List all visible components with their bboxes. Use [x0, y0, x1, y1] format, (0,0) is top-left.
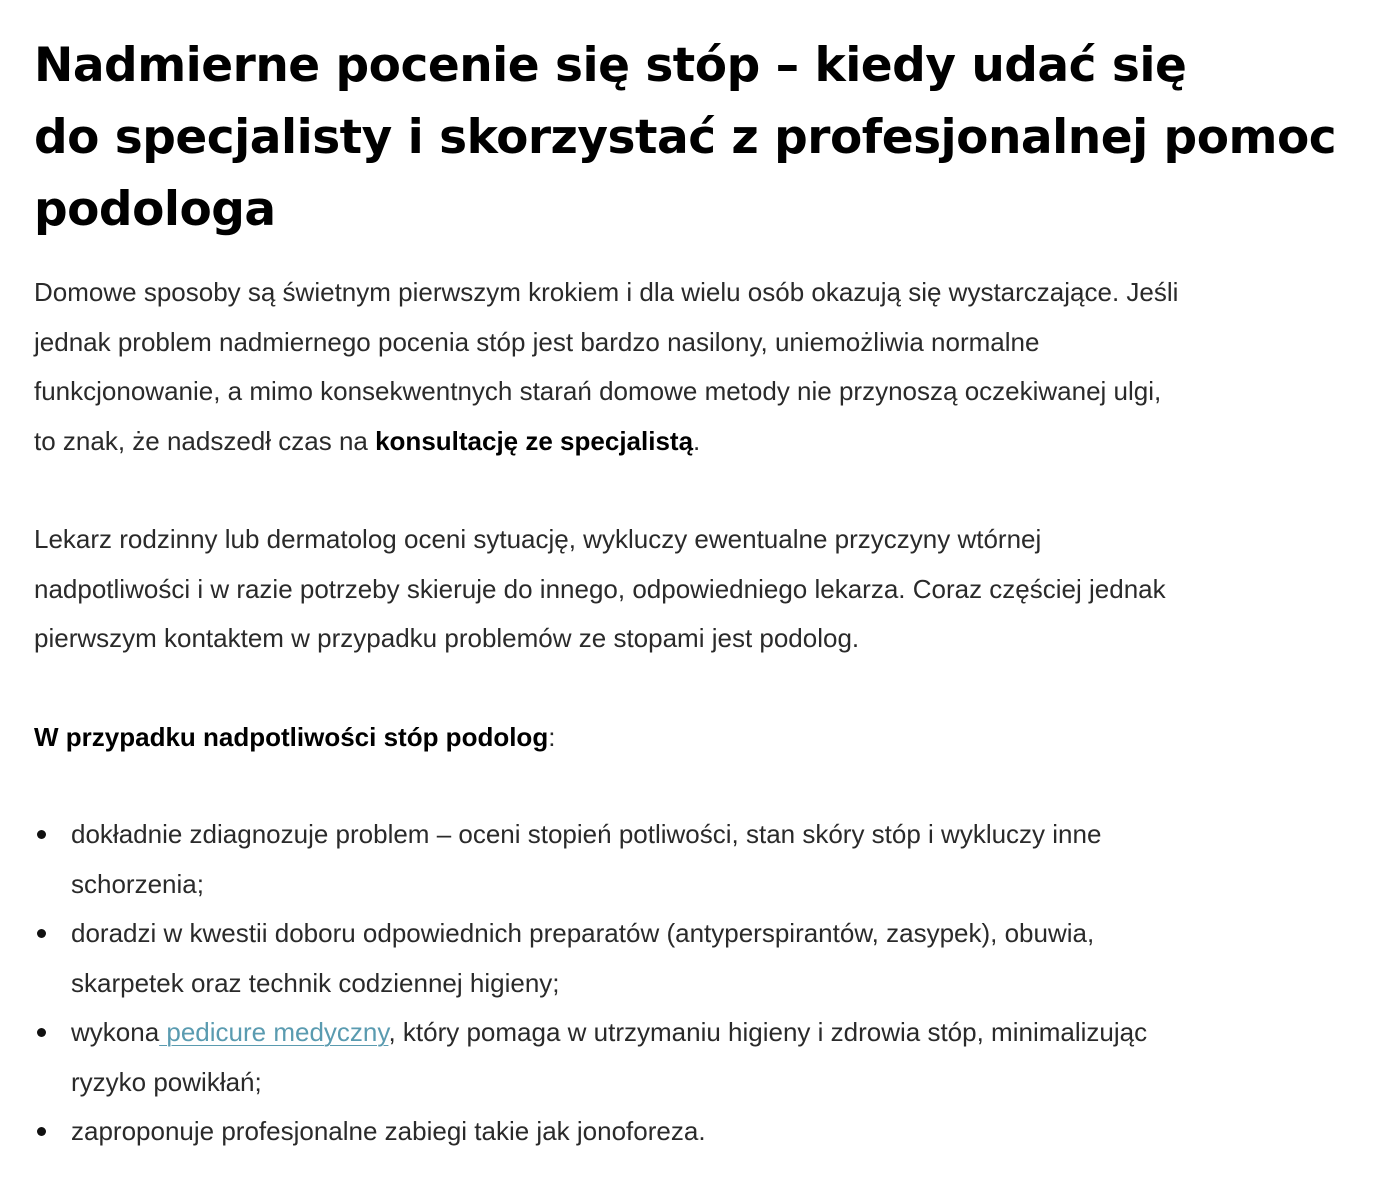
list-item-suffix: , który pomaga w utrzymaniu higieny i zdrowia stóp, minimalizując — [388, 1017, 1148, 1047]
paragraph-line: funkcjonowanie, a mimo konsekwentnych starań domowe metody nie przynoszą oczekiwanej ulgi, — [34, 376, 1162, 406]
title-line-2: do specjalisty i skorzystać z profesjonalnej pomoc — [34, 110, 1337, 165]
podologist-services-list — [34, 810, 1374, 1157]
list-item — [34, 1008, 1374, 1107]
paragraph-line: nadpotliwości i w razie potrzeby skieruje do innego, odpowiedniego lekarza. Coraz częściej jednak — [34, 573, 1166, 604]
emphasis-consultation: konsultację ze specjalistą — [375, 425, 694, 456]
title-line-3: podologa — [34, 182, 276, 237]
paragraph-text: to znak, że nadszedł czas na — [34, 425, 376, 456]
list-item-text: ryzyko powikłań; — [71, 1066, 262, 1097]
article-title — [34, 30, 1374, 246]
list-item-prefix: wykona — [71, 1017, 160, 1047]
intro-paragraph — [34, 268, 1374, 466]
list-item-text: dokładnie zdiagnozuje problem – oceni stopień potliwości, stan skóry stóp i wykluczy inne — [71, 819, 1102, 849]
list-item-text: schorzenia; — [71, 868, 204, 899]
bullet-icon — [37, 929, 46, 938]
paragraph-text: . — [693, 425, 701, 456]
bullet-icon — [37, 1028, 46, 1037]
bullet-icon — [37, 830, 46, 839]
list-item — [34, 810, 1374, 909]
doctor-paragraph — [34, 515, 1374, 664]
list-item — [34, 909, 1374, 1008]
list-item-text — [71, 1008, 1374, 1058]
paragraph-line: jednak problem nadmiernego pocenia stóp jest bardzo nasilony, uniemożliwia normalne — [34, 326, 1040, 357]
list-item-text: zaproponuje profesjonalne zabiegi takie jak jonoforeza. — [71, 1116, 706, 1146]
list-item-text: doradzi w kwestii doboru odpowiednich preparatów (antyperspirantów, zasypek), obuwia, — [71, 918, 1095, 948]
list-intro-colon: : — [548, 721, 556, 752]
pedicure-medyczny-link[interactable]: pedicure medyczny — [159, 1017, 389, 1047]
list-intro — [34, 713, 1374, 763]
paragraph-line: pierwszym kontaktem w przypadku problemów ze stopami jest podolog. — [34, 623, 860, 653]
paragraph-line — [34, 417, 1374, 467]
bullet-icon — [37, 1127, 46, 1136]
paragraph-line: Lekarz rodzinny lub dermatolog oceni sytuację, wykluczy ewentualne przyczyny wtórnej — [34, 524, 1042, 554]
paragraph-line: Domowe sposoby są świetnym pierwszym krokiem i dla wielu osób okazują się wystarczające. Jeśli — [34, 277, 1179, 307]
title-line-1: Nadmierne pocenie się stóp – kiedy udać się — [34, 38, 1187, 93]
list-intro-bold: W przypadku nadpotliwości stóp podolog — [34, 721, 549, 752]
list-item — [34, 1107, 1374, 1157]
list-item-text: skarpetek oraz technik codziennej higieny; — [71, 967, 560, 998]
article — [34, 30, 1374, 1157]
